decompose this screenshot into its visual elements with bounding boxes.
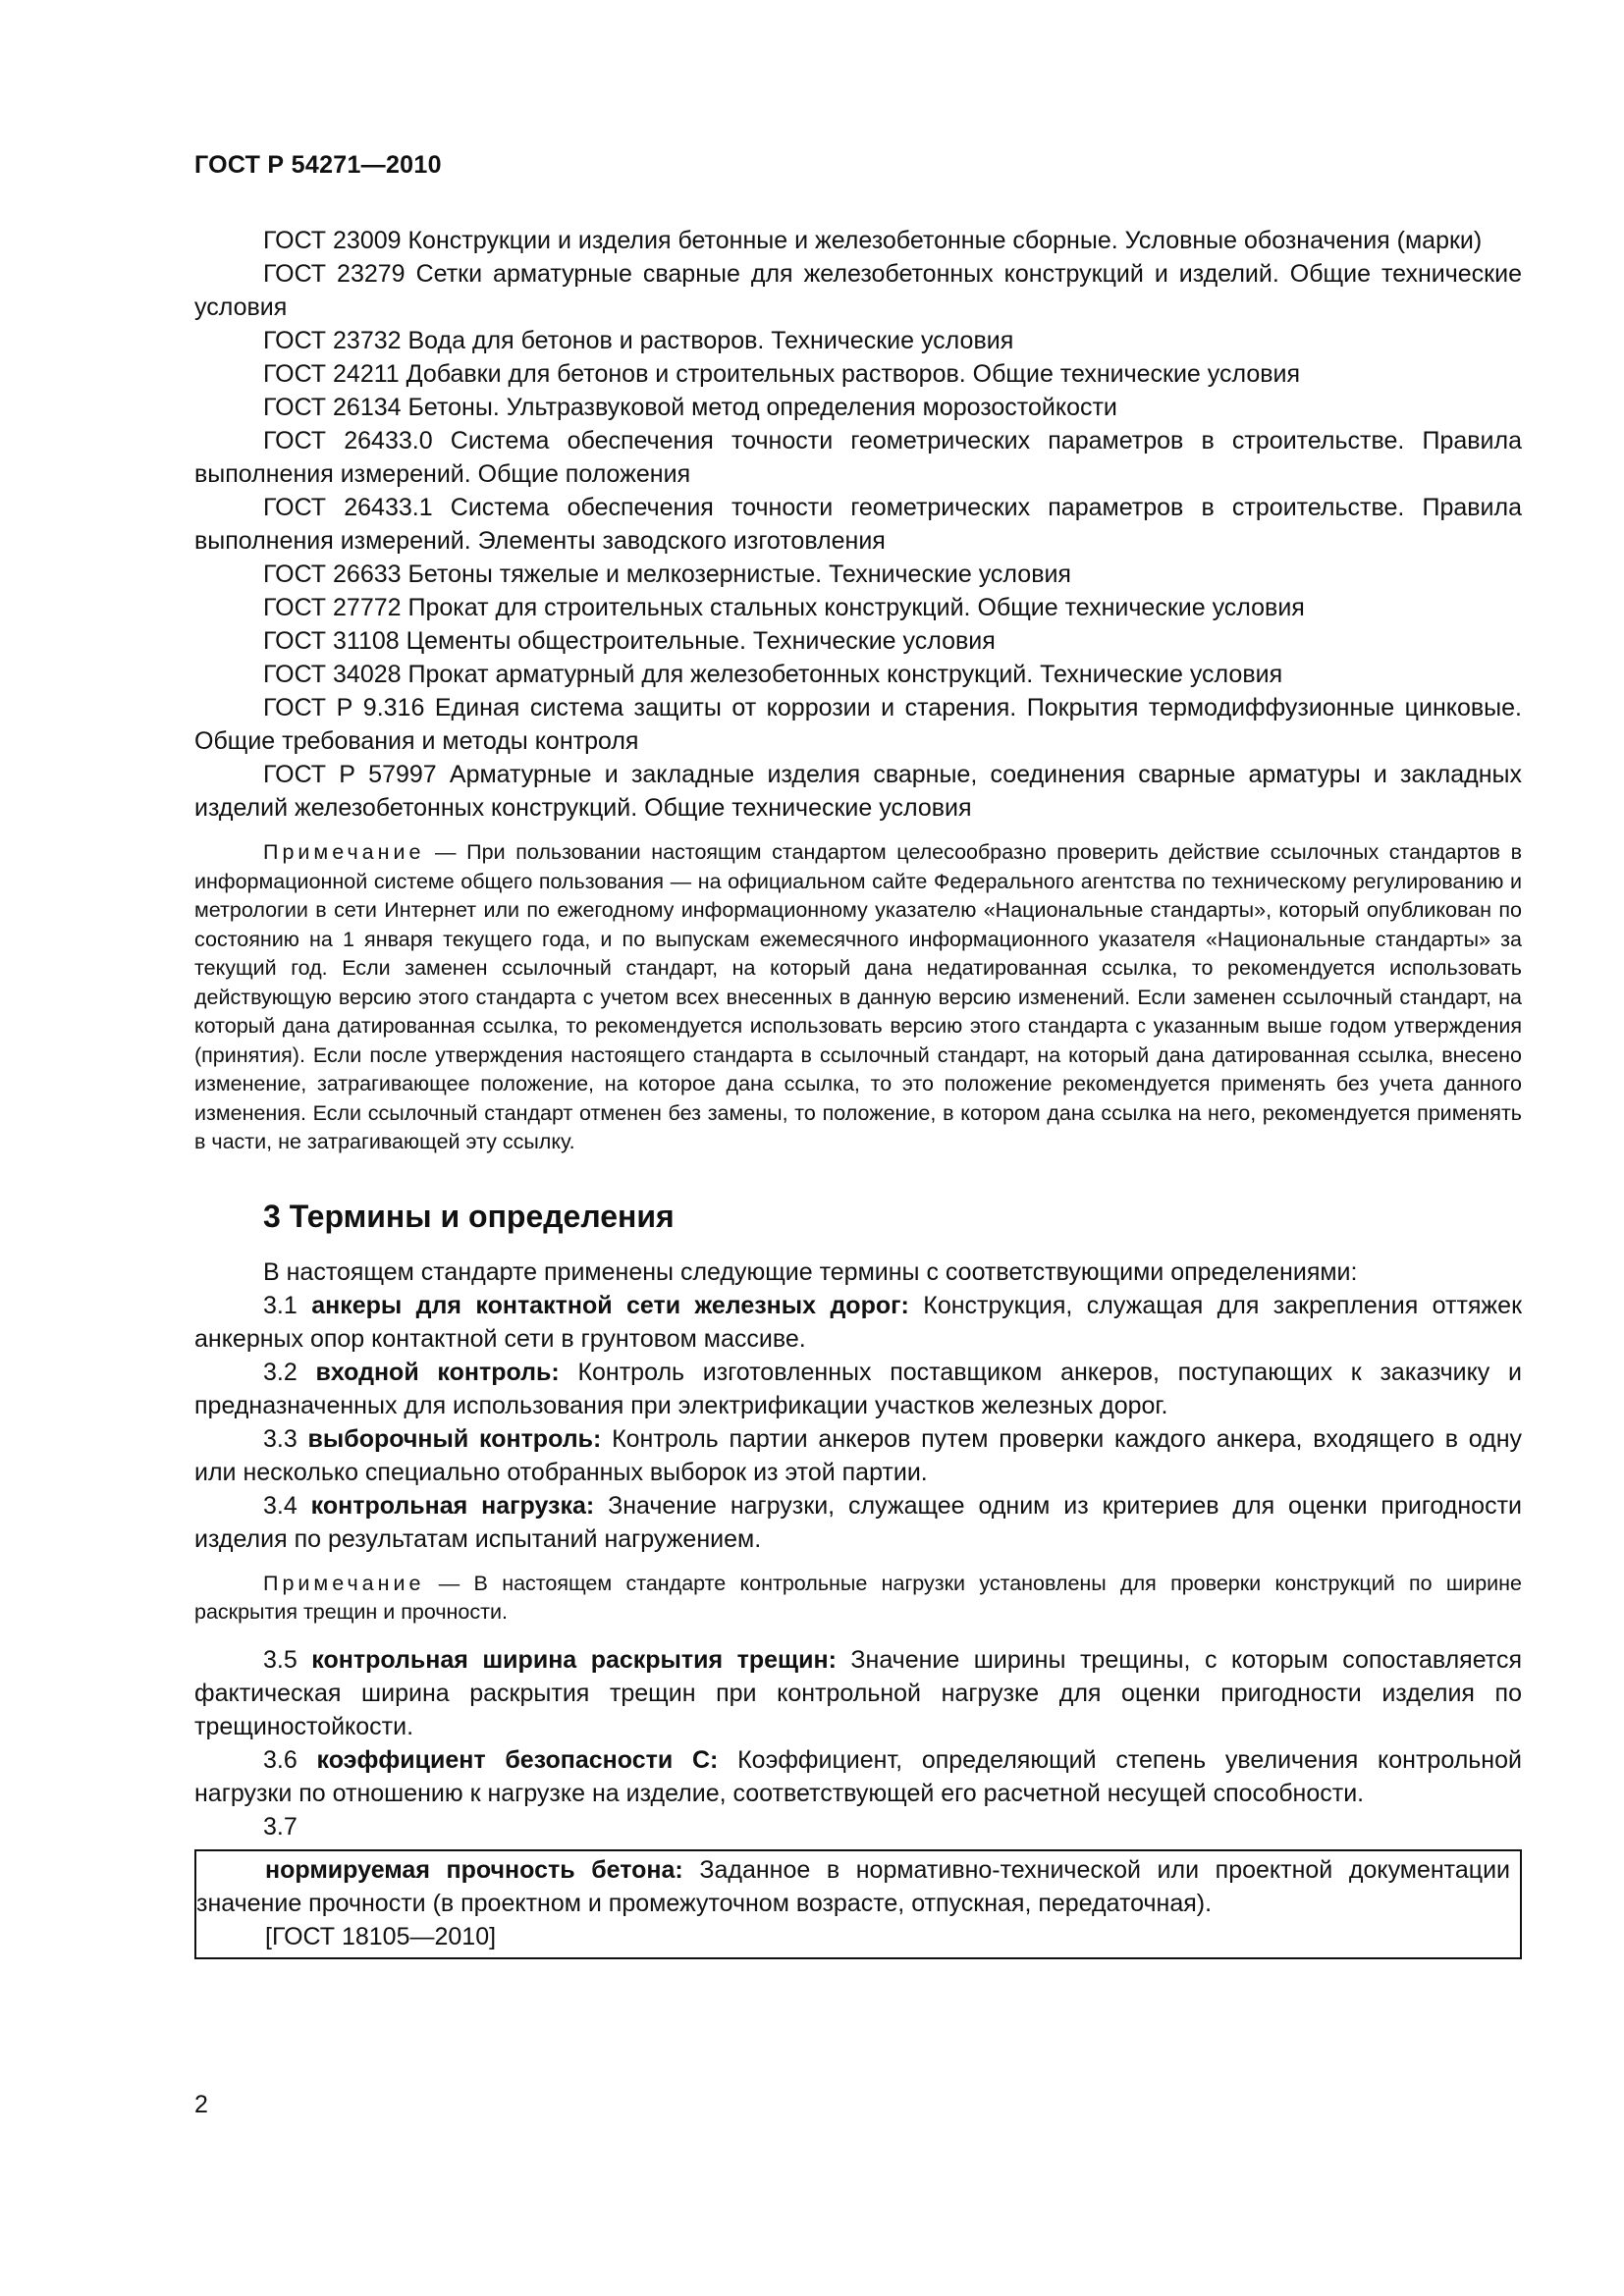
- term-item: [194, 1422, 1522, 1489]
- term-number-line: 3.7: [263, 1812, 298, 1841]
- term-name: анкеры для контактной сети железных дорог:: [311, 1291, 909, 1319]
- reference-item: ГОСТ 26433.0 Система обеспечения точности геометрических параметров в строительстве. Правила выполнения измерений. Общие положения: [194, 427, 1522, 488]
- reference-item: ГОСТ 26633 Бетоны тяжелые и мелкозернистые. Технические условия: [263, 561, 1071, 588]
- term-item: [194, 1289, 1522, 1356]
- note-label: Примечание: [263, 840, 425, 864]
- reference-item: ГОСТ 26134 Бетоны. Ультразвуковой метод определения морозостойкости: [263, 394, 1117, 421]
- term-number: 3.4: [263, 1491, 298, 1520]
- quoted-term-box: [194, 1849, 1522, 1959]
- references-list: [194, 224, 1522, 825]
- reference-item: ГОСТ 34028 Прокат арматурный для железобетонных конструкций. Технические условия: [263, 661, 1283, 688]
- term-number: 3.5: [263, 1645, 298, 1674]
- term-name: коэффициент безопасности С:: [316, 1745, 719, 1774]
- section-title: 3 Термины и определения: [263, 1198, 675, 1234]
- term-item: [194, 1489, 1522, 1556]
- reference-note: [194, 838, 1522, 1157]
- term-definition: Контроль изготовленных поставщиком анкеров, поступающих к заказчику и предназначенных для использования при электрификации участков железных дорог.: [194, 1358, 1522, 1419]
- term-number: 3.6: [263, 1745, 298, 1774]
- document-code-header: ГОСТ Р 54271—2010: [194, 151, 442, 179]
- note-text: — При пользовании настоящим стандартом целесообразно проверить действие ссылочных стандартов в информационной системе общего пользования — на официальном сайте Федерального агентства по техническому регулированию и метрологии в сети Интернет или по ежегодному информационному указателю «Национальные стандарты», который опубликован по состоянию на 1 января текущего года, и по выпускам ежемесячного информационного указателя «Национальные стандарты» за текущий год. Если заменен ссылочный стандарт, на который дана недатированная ссылка, то рекомендуется использовать действующую версию этого стандарта с учетом всех внесенных в данную версию изменений. Если заменен ссылочный стандарт, на который дана датированная ссылка, то рекомендуется использовать версию этого стандарта с указанным выше годом утверждения (принятия). Если после утверждения настоящего стандарта в ссылочный стандарт, на который дана датированная ссылка, внесено изменение, затрагивающее положение, на которое дана ссылка, то это положение рекомендуется применять без учета данного изменения. Если ссылочный стандарт отменен без замены, то положение, в котором дана ссылка на него, рекомендуется применять в части, не затрагивающей эту ссылку.: [194, 840, 1522, 1153]
- reference-item: ГОСТ 23732 Вода для бетонов и растворов. Технические условия: [263, 327, 1014, 354]
- term-number: 3.1: [263, 1291, 298, 1319]
- term-definition: Значение нагрузки, служащее одним из критериев для оценки пригодности изделия по результатам испытаний нагружением.: [194, 1491, 1522, 1553]
- reference-item: ГОСТ 27772 Прокат для строительных стальных конструкций. Общие технические условия: [263, 594, 1305, 621]
- reference-item: ГОСТ 31108 Цементы общестроительные. Технические условия: [263, 627, 996, 655]
- term-note: [194, 1570, 1522, 1628]
- note-text: — В настоящем стандарте контрольные нагрузки установлены для проверки конструкций по ширине раскрытия трещин и прочности.: [194, 1571, 1522, 1624]
- term-name: контрольная нагрузка:: [310, 1491, 595, 1520]
- term-name: контрольная ширина раскрытия трещин:: [311, 1645, 837, 1674]
- term-name: нормируемая прочность бетона:: [265, 1855, 683, 1884]
- term-item: [196, 1853, 1510, 1920]
- term-item: [194, 1743, 1522, 1810]
- reference-item: ГОСТ 24211 Добавки для бетонов и строительных растворов. Общие технические условия: [263, 360, 1301, 388]
- term-number: 3.2: [263, 1358, 298, 1386]
- term-definition: Заданное в нормативно-технической или проектной документации значение прочности (в проектном и промежуточном возрасте, отпускная, передаточная).: [196, 1855, 1511, 1917]
- reference-item: ГОСТ Р 9.316 Единая система защиты от коррозии и старения. Покрытия термодиффузионные цинковые. Общие требования и методы контроля: [194, 694, 1522, 755]
- term-number: 3.3: [263, 1424, 298, 1453]
- term-item: [194, 1643, 1522, 1743]
- term-definition: Коэффициент, определяющий степень увеличения контрольной нагрузки по отношению к нагрузке на изделие, соответствующей его расчетной несущей способности.: [194, 1745, 1522, 1807]
- reference-item: ГОСТ 23279 Сетки арматурные сварные для железобетонных конструкций и изделий. Общие технические условия: [194, 260, 1522, 321]
- document-body: [194, 224, 1522, 1959]
- term-definition: Контроль партии анкеров путем проверки каждого анкера, входящего в одну или несколько специально отобранных выборок из этой партии.: [194, 1424, 1522, 1486]
- reference-item: ГОСТ Р 57997 Арматурные и закладные изделия сварные, соединения сварные арматуры и закладных изделий железобетонных конструкций. Общие технические условия: [194, 761, 1522, 822]
- term-name: входной контроль:: [315, 1358, 560, 1386]
- term-item: [194, 1356, 1522, 1422]
- reference-item: ГОСТ 23009 Конструкции и изделия бетонные и железобетонные сборные. Условные обозначения (марки): [263, 227, 1483, 254]
- note-label: Примечание: [263, 1571, 425, 1595]
- section-intro: В настоящем стандарте применены следующие термины с соответствующими определениями:: [263, 1257, 1358, 1286]
- term-definition: Конструкция, служащая для закрепления оттяжек анкерных опор контактной сети в грунтовом массиве.: [194, 1291, 1523, 1353]
- reference-item: ГОСТ 26433.1 Система обеспечения точности геометрических параметров в строительстве. Правила выполнения измерений. Элементы заводского изготовления: [194, 494, 1522, 555]
- term-source: [ГОСТ 18105—2010]: [265, 1922, 497, 1950]
- page-number: 2: [194, 2091, 208, 2118]
- term-definition: Значение ширины трещины, с которым сопоставляется фактическая ширина раскрытия трещин при контрольной нагрузке для оценки пригодности изделия по трещиностойкости.: [194, 1645, 1523, 1740]
- term-name: выборочный контроль:: [307, 1424, 602, 1453]
